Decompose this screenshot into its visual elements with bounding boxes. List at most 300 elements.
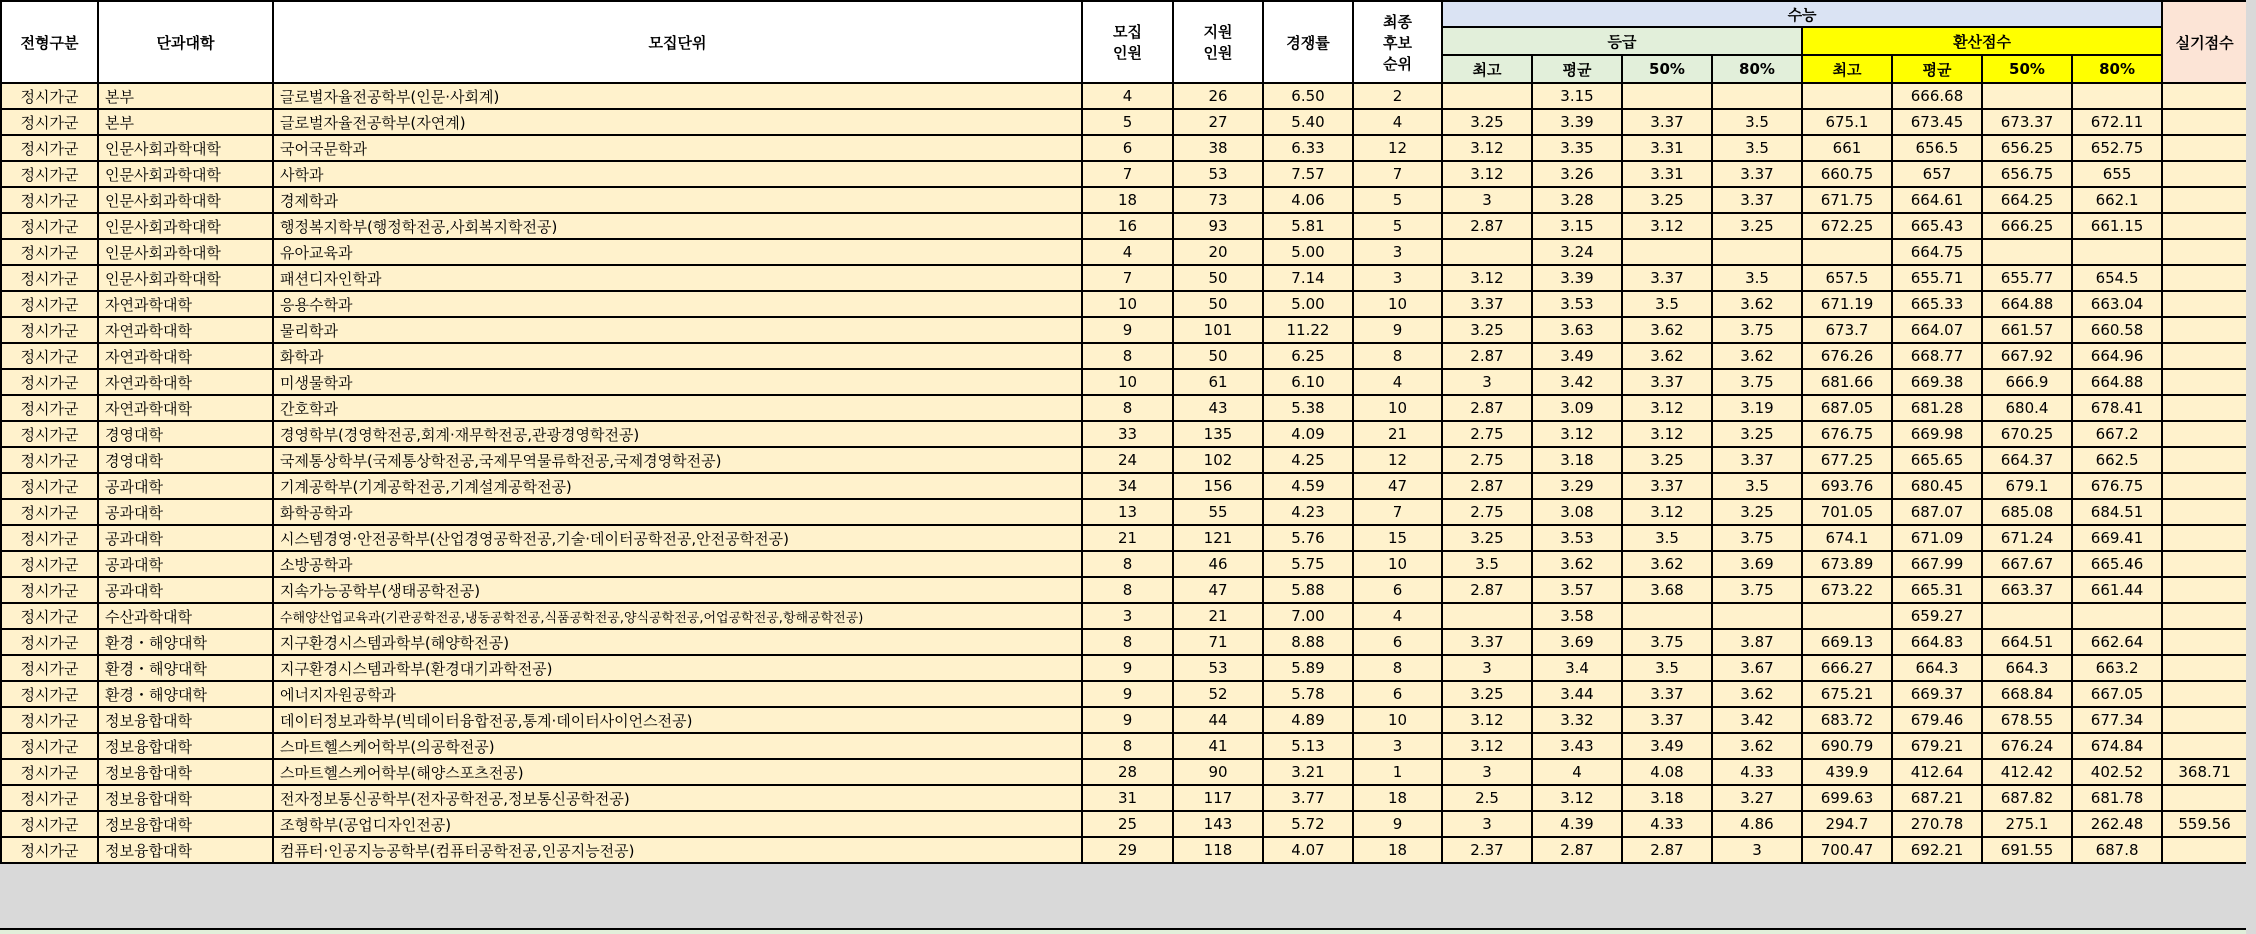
cell-ratio[interactable]: 6.25	[1263, 343, 1353, 369]
cell-grade-max[interactable]: 3.12	[1442, 265, 1532, 291]
cell-grade-50[interactable]	[1622, 603, 1712, 629]
cell-rank[interactable]: 47	[1353, 473, 1442, 499]
cell-score-50[interactable]: 656.25	[1982, 135, 2072, 161]
cell-quota[interactable]: 8	[1082, 551, 1173, 577]
cell-practical[interactable]	[2162, 551, 2247, 577]
cell-grade-50[interactable]: 4.33	[1622, 811, 1712, 837]
cell-unit[interactable]: 에너지자원공학과	[273, 681, 1082, 707]
cell-grade-80[interactable]: 3.19	[1712, 395, 1802, 421]
cell-grade-80[interactable]: 3	[1712, 837, 1802, 863]
cell-ratio[interactable]: 6.33	[1263, 135, 1353, 161]
cell-college[interactable]: 인문사회과학대학	[98, 187, 273, 213]
cell-score-avg[interactable]: 657	[1892, 161, 1982, 187]
cell-score-max[interactable]: 675.1	[1802, 109, 1892, 135]
cell-score-80[interactable]: 262.48	[2072, 811, 2162, 837]
cell-practical[interactable]: 559.56	[2162, 811, 2247, 837]
cell-unit[interactable]: 지구환경시스템과학부(환경대기과학전공)	[273, 655, 1082, 681]
cell-college[interactable]: 공과대학	[98, 551, 273, 577]
header-quota[interactable]	[1082, 1, 1173, 83]
cell-practical[interactable]	[2162, 655, 2247, 681]
cell-type[interactable]: 정시가군	[1, 551, 98, 577]
cell-grade-50[interactable]: 3.68	[1622, 577, 1712, 603]
cell-score-80[interactable]: 654.5	[2072, 265, 2162, 291]
header-suneung[interactable]: 수능	[1442, 1, 2162, 27]
cell-quota[interactable]: 25	[1082, 811, 1173, 837]
cell-grade-max[interactable]: 3.37	[1442, 629, 1532, 655]
cell-rank[interactable]: 7	[1353, 161, 1442, 187]
cell-score-50[interactable]: 412.42	[1982, 759, 2072, 785]
header-grade-avg[interactable]: 평균	[1532, 55, 1622, 83]
cell-grade-50[interactable]: 3.31	[1622, 161, 1712, 187]
cell-rank[interactable]: 8	[1353, 655, 1442, 681]
cell-score-80[interactable]: 661.15	[2072, 213, 2162, 239]
cell-applicants[interactable]: 90	[1173, 759, 1263, 785]
cell-grade-max[interactable]	[1442, 239, 1532, 265]
cell-grade-avg[interactable]: 2.87	[1532, 837, 1622, 863]
cell-grade-avg[interactable]: 3.08	[1532, 499, 1622, 525]
cell-score-80[interactable]: 667.05	[2072, 681, 2162, 707]
cell-unit[interactable]: 스마트헬스케어학부(해양스포츠전공)	[273, 759, 1082, 785]
cell-grade-max[interactable]: 3.12	[1442, 733, 1532, 759]
cell-score-80[interactable]: 663.2	[2072, 655, 2162, 681]
cell-ratio[interactable]: 8.88	[1263, 629, 1353, 655]
cell-unit[interactable]: 소방공학과	[273, 551, 1082, 577]
cell-college[interactable]: 자연과학대학	[98, 395, 273, 421]
cell-score-80[interactable]: 660.58	[2072, 317, 2162, 343]
cell-score-max[interactable]: 669.13	[1802, 629, 1892, 655]
cell-quota[interactable]: 7	[1082, 265, 1173, 291]
cell-score-max[interactable]: 439.9	[1802, 759, 1892, 785]
cell-type[interactable]: 정시가군	[1, 525, 98, 551]
cell-quota[interactable]: 34	[1082, 473, 1173, 499]
cell-practical[interactable]	[2162, 603, 2247, 629]
cell-score-max[interactable]	[1802, 603, 1892, 629]
cell-practical[interactable]	[2162, 343, 2247, 369]
cell-grade-50[interactable]: 4.08	[1622, 759, 1712, 785]
cell-grade-avg[interactable]: 3.28	[1532, 187, 1622, 213]
cell-rank[interactable]: 5	[1353, 187, 1442, 213]
cell-rank[interactable]: 12	[1353, 447, 1442, 473]
cell-score-80[interactable]: 652.75	[2072, 135, 2162, 161]
cell-score-avg[interactable]: 681.28	[1892, 395, 1982, 421]
cell-grade-max[interactable]: 2.87	[1442, 473, 1532, 499]
cell-score-avg[interactable]: 664.83	[1892, 629, 1982, 655]
header-score-group[interactable]: 환산점수	[1802, 27, 2162, 55]
header-practical[interactable]: 실기점수	[2162, 1, 2247, 83]
cell-quota[interactable]: 8	[1082, 395, 1173, 421]
cell-ratio[interactable]: 3.77	[1263, 785, 1353, 811]
cell-unit[interactable]: 컴퓨터·인공지능공학부(컴퓨터공학전공,인공지능전공)	[273, 837, 1082, 863]
cell-grade-avg[interactable]: 3.42	[1532, 369, 1622, 395]
cell-practical[interactable]	[2162, 707, 2247, 733]
cell-rank[interactable]: 10	[1353, 707, 1442, 733]
cell-score-max[interactable]: 690.79	[1802, 733, 1892, 759]
cell-grade-avg[interactable]: 3.12	[1532, 421, 1622, 447]
cell-grade-avg[interactable]: 3.49	[1532, 343, 1622, 369]
cell-ratio[interactable]: 5.81	[1263, 213, 1353, 239]
cell-rank[interactable]: 6	[1353, 681, 1442, 707]
cell-score-50[interactable]: 680.4	[1982, 395, 2072, 421]
cell-applicants[interactable]: 46	[1173, 551, 1263, 577]
cell-unit[interactable]: 경제학과	[273, 187, 1082, 213]
cell-applicants[interactable]: 53	[1173, 655, 1263, 681]
cell-applicants[interactable]: 61	[1173, 369, 1263, 395]
cell-type[interactable]: 정시가군	[1, 447, 98, 473]
header-applicants[interactable]	[1173, 1, 1263, 83]
cell-score-max[interactable]: 672.25	[1802, 213, 1892, 239]
cell-type[interactable]: 정시가군	[1, 473, 98, 499]
cell-grade-max[interactable]: 3.37	[1442, 291, 1532, 317]
cell-applicants[interactable]: 20	[1173, 239, 1263, 265]
cell-grade-max[interactable]: 2.5	[1442, 785, 1532, 811]
cell-score-50[interactable]: 678.55	[1982, 707, 2072, 733]
cell-score-avg[interactable]: 668.77	[1892, 343, 1982, 369]
cell-score-80[interactable]: 684.51	[2072, 499, 2162, 525]
cell-unit[interactable]: 화학공학과	[273, 499, 1082, 525]
cell-grade-50[interactable]: 3.5	[1622, 525, 1712, 551]
cell-ratio[interactable]: 5.75	[1263, 551, 1353, 577]
cell-quota[interactable]: 13	[1082, 499, 1173, 525]
cell-type[interactable]: 정시가군	[1, 109, 98, 135]
cell-college[interactable]: 환경・해양대학	[98, 655, 273, 681]
cell-grade-avg[interactable]: 3.4	[1532, 655, 1622, 681]
cell-type[interactable]: 정시가군	[1, 785, 98, 811]
cell-grade-50[interactable]: 3.25	[1622, 187, 1712, 213]
cell-grade-50[interactable]	[1622, 83, 1712, 109]
cell-unit[interactable]: 응용수학과	[273, 291, 1082, 317]
cell-score-max[interactable]: 673.89	[1802, 551, 1892, 577]
cell-ratio[interactable]: 5.00	[1263, 291, 1353, 317]
cell-ratio[interactable]: 5.00	[1263, 239, 1353, 265]
cell-grade-max[interactable]: 2.37	[1442, 837, 1532, 863]
cell-score-max[interactable]: 673.7	[1802, 317, 1892, 343]
cell-grade-50[interactable]: 3.75	[1622, 629, 1712, 655]
header-score-50[interactable]: 50%	[1982, 55, 2072, 83]
cell-quota[interactable]: 24	[1082, 447, 1173, 473]
cell-rank[interactable]: 4	[1353, 369, 1442, 395]
cell-applicants[interactable]: 156	[1173, 473, 1263, 499]
cell-applicants[interactable]: 71	[1173, 629, 1263, 655]
cell-score-max[interactable]: 661	[1802, 135, 1892, 161]
cell-unit[interactable]: 간호학과	[273, 395, 1082, 421]
cell-applicants[interactable]: 50	[1173, 291, 1263, 317]
cell-score-80[interactable]: 677.34	[2072, 707, 2162, 733]
cell-score-max[interactable]: 294.7	[1802, 811, 1892, 837]
cell-grade-avg[interactable]: 3.39	[1532, 109, 1622, 135]
cell-rank[interactable]: 15	[1353, 525, 1442, 551]
cell-applicants[interactable]: 38	[1173, 135, 1263, 161]
cell-unit[interactable]: 수해양산업교육과(기관공학전공,냉동공학전공,식품공학전공,양식공학전공,어업공학전공,항해공학전공)	[273, 603, 1082, 629]
cell-rank[interactable]: 10	[1353, 395, 1442, 421]
cell-unit[interactable]: 국제통상학부(국제통상학전공,국제무역물류학전공,국제경영학전공)	[273, 447, 1082, 473]
cell-score-max[interactable]: 681.66	[1802, 369, 1892, 395]
cell-grade-50[interactable]: 3.12	[1622, 499, 1712, 525]
cell-college[interactable]: 정보융합대학	[98, 707, 273, 733]
cell-applicants[interactable]: 50	[1173, 343, 1263, 369]
cell-grade-80[interactable]: 3.5	[1712, 135, 1802, 161]
cell-score-50[interactable]: 685.08	[1982, 499, 2072, 525]
cell-type[interactable]: 정시가군	[1, 421, 98, 447]
cell-grade-max[interactable]: 2.87	[1442, 213, 1532, 239]
cell-score-max[interactable]: 671.19	[1802, 291, 1892, 317]
cell-applicants[interactable]: 93	[1173, 213, 1263, 239]
cell-grade-max[interactable]: 2.75	[1442, 499, 1532, 525]
cell-score-50[interactable]: 656.75	[1982, 161, 2072, 187]
cell-grade-max[interactable]: 2.87	[1442, 395, 1532, 421]
cell-rank[interactable]: 2	[1353, 83, 1442, 109]
cell-practical[interactable]	[2162, 83, 2247, 109]
cell-score-50[interactable]: 661.57	[1982, 317, 2072, 343]
cell-score-50[interactable]: 663.37	[1982, 577, 2072, 603]
cell-score-max[interactable]: 699.63	[1802, 785, 1892, 811]
cell-score-80[interactable]: 662.1	[2072, 187, 2162, 213]
cell-type[interactable]: 정시가군	[1, 187, 98, 213]
cell-score-50[interactable]	[1982, 603, 2072, 629]
cell-score-avg[interactable]: 687.21	[1892, 785, 1982, 811]
cell-applicants[interactable]: 44	[1173, 707, 1263, 733]
cell-practical[interactable]	[2162, 135, 2247, 161]
cell-grade-50[interactable]: 3.62	[1622, 317, 1712, 343]
cell-college[interactable]: 자연과학대학	[98, 317, 273, 343]
cell-practical[interactable]	[2162, 291, 2247, 317]
cell-grade-max[interactable]	[1442, 83, 1532, 109]
cell-grade-avg[interactable]: 3.32	[1532, 707, 1622, 733]
cell-score-avg[interactable]: 679.21	[1892, 733, 1982, 759]
cell-quota[interactable]: 8	[1082, 733, 1173, 759]
cell-applicants[interactable]: 135	[1173, 421, 1263, 447]
cell-grade-avg[interactable]: 3.18	[1532, 447, 1622, 473]
header-score-80[interactable]: 80%	[2072, 55, 2162, 83]
cell-practical[interactable]: 368.71	[2162, 759, 2247, 785]
cell-grade-avg[interactable]: 3.53	[1532, 525, 1622, 551]
cell-unit[interactable]: 글로벌자율전공학부(자연계)	[273, 109, 1082, 135]
cell-practical[interactable]	[2162, 265, 2247, 291]
cell-college[interactable]: 정보융합대학	[98, 759, 273, 785]
cell-score-50[interactable]: 676.24	[1982, 733, 2072, 759]
cell-college[interactable]: 정보융합대학	[98, 837, 273, 863]
cell-applicants[interactable]: 21	[1173, 603, 1263, 629]
cell-score-avg[interactable]: 664.3	[1892, 655, 1982, 681]
cell-score-50[interactable]: 666.9	[1982, 369, 2072, 395]
cell-practical[interactable]	[2162, 317, 2247, 343]
cell-ratio[interactable]: 6.50	[1263, 83, 1353, 109]
cell-score-max[interactable]: 693.76	[1802, 473, 1892, 499]
cell-score-avg[interactable]: 680.45	[1892, 473, 1982, 499]
cell-practical[interactable]	[2162, 239, 2247, 265]
cell-grade-50[interactable]: 2.87	[1622, 837, 1712, 863]
cell-ratio[interactable]: 4.09	[1263, 421, 1353, 447]
cell-practical[interactable]	[2162, 447, 2247, 473]
cell-grade-avg[interactable]: 3.43	[1532, 733, 1622, 759]
header-type[interactable]: 전형구분	[1, 1, 98, 83]
cell-applicants[interactable]: 43	[1173, 395, 1263, 421]
cell-unit[interactable]: 패션디자인학과	[273, 265, 1082, 291]
cell-score-max[interactable]: 700.47	[1802, 837, 1892, 863]
cell-type[interactable]: 정시가군	[1, 811, 98, 837]
cell-ratio[interactable]: 4.25	[1263, 447, 1353, 473]
cell-score-max[interactable]	[1802, 83, 1892, 109]
cell-ratio[interactable]: 5.13	[1263, 733, 1353, 759]
cell-score-avg[interactable]: 667.99	[1892, 551, 1982, 577]
cell-grade-max[interactable]: 2.75	[1442, 447, 1532, 473]
cell-score-avg[interactable]: 692.21	[1892, 837, 1982, 863]
cell-quota[interactable]: 9	[1082, 317, 1173, 343]
cell-score-80[interactable]	[2072, 603, 2162, 629]
cell-score-50[interactable]: 666.25	[1982, 213, 2072, 239]
cell-college[interactable]: 본부	[98, 109, 273, 135]
cell-college[interactable]: 환경・해양대학	[98, 681, 273, 707]
cell-score-80[interactable]	[2072, 83, 2162, 109]
cell-ratio[interactable]: 7.00	[1263, 603, 1353, 629]
cell-practical[interactable]	[2162, 785, 2247, 811]
cell-type[interactable]: 정시가군	[1, 369, 98, 395]
cell-score-50[interactable]: 664.51	[1982, 629, 2072, 655]
cell-grade-50[interactable]: 3.62	[1622, 343, 1712, 369]
cell-type[interactable]: 정시가군	[1, 135, 98, 161]
cell-grade-50[interactable]: 3.12	[1622, 395, 1712, 421]
cell-type[interactable]: 정시가군	[1, 161, 98, 187]
header-grade-max[interactable]: 최고	[1442, 55, 1532, 83]
cell-practical[interactable]	[2162, 213, 2247, 239]
cell-score-50[interactable]: 664.3	[1982, 655, 2072, 681]
cell-grade-80[interactable]: 3.37	[1712, 161, 1802, 187]
cell-score-80[interactable]: 662.64	[2072, 629, 2162, 655]
cell-type[interactable]: 정시가군	[1, 83, 98, 109]
cell-applicants[interactable]: 118	[1173, 837, 1263, 863]
cell-score-max[interactable]: 666.27	[1802, 655, 1892, 681]
cell-score-50[interactable]: 668.84	[1982, 681, 2072, 707]
cell-unit[interactable]: 국어국문학과	[273, 135, 1082, 161]
cell-college[interactable]: 정보융합대학	[98, 785, 273, 811]
cell-score-avg[interactable]: 669.37	[1892, 681, 1982, 707]
cell-quota[interactable]: 16	[1082, 213, 1173, 239]
cell-grade-50[interactable]: 3.37	[1622, 681, 1712, 707]
cell-type[interactable]: 정시가군	[1, 655, 98, 681]
cell-grade-50[interactable]: 3.5	[1622, 291, 1712, 317]
cell-practical[interactable]	[2162, 629, 2247, 655]
cell-quota[interactable]: 8	[1082, 577, 1173, 603]
cell-score-avg[interactable]: 665.31	[1892, 577, 1982, 603]
cell-ratio[interactable]: 4.89	[1263, 707, 1353, 733]
cell-type[interactable]: 정시가군	[1, 837, 98, 863]
cell-ratio[interactable]: 11.22	[1263, 317, 1353, 343]
cell-college[interactable]: 본부	[98, 83, 273, 109]
cell-score-avg[interactable]: 656.5	[1892, 135, 1982, 161]
cell-grade-50[interactable]: 3.37	[1622, 473, 1712, 499]
cell-quota[interactable]: 31	[1082, 785, 1173, 811]
cell-rank[interactable]: 10	[1353, 551, 1442, 577]
cell-score-50[interactable]	[1982, 239, 2072, 265]
cell-grade-max[interactable]: 3	[1442, 369, 1532, 395]
cell-grade-avg[interactable]: 4	[1532, 759, 1622, 785]
header-unit[interactable]: 모집단위	[273, 1, 1082, 83]
cell-college[interactable]: 자연과학대학	[98, 343, 273, 369]
cell-applicants[interactable]: 143	[1173, 811, 1263, 837]
cell-quota[interactable]: 18	[1082, 187, 1173, 213]
cell-score-80[interactable]	[2072, 239, 2162, 265]
cell-grade-50[interactable]: 3.25	[1622, 447, 1712, 473]
cell-unit[interactable]: 조형학부(공업디자인전공)	[273, 811, 1082, 837]
cell-grade-80[interactable]	[1712, 83, 1802, 109]
cell-applicants[interactable]: 26	[1173, 83, 1263, 109]
cell-grade-80[interactable]: 3.27	[1712, 785, 1802, 811]
cell-score-80[interactable]: 664.88	[2072, 369, 2162, 395]
cell-score-max[interactable]: 701.05	[1802, 499, 1892, 525]
cell-practical[interactable]	[2162, 733, 2247, 759]
cell-grade-avg[interactable]: 3.15	[1532, 213, 1622, 239]
cell-score-avg[interactable]: 412.64	[1892, 759, 1982, 785]
cell-type[interactable]: 정시가군	[1, 291, 98, 317]
cell-applicants[interactable]: 41	[1173, 733, 1263, 759]
cell-ratio[interactable]: 3.21	[1263, 759, 1353, 785]
cell-type[interactable]: 정시가군	[1, 629, 98, 655]
cell-score-max[interactable]: 657.5	[1802, 265, 1892, 291]
cell-grade-80[interactable]: 3.25	[1712, 421, 1802, 447]
cell-score-50[interactable]: 670.25	[1982, 421, 2072, 447]
cell-score-avg[interactable]: 270.78	[1892, 811, 1982, 837]
cell-score-80[interactable]: 669.41	[2072, 525, 2162, 551]
cell-type[interactable]: 정시가군	[1, 499, 98, 525]
cell-score-80[interactable]: 674.84	[2072, 733, 2162, 759]
cell-grade-max[interactable]: 3.25	[1442, 109, 1532, 135]
cell-type[interactable]: 정시가군	[1, 577, 98, 603]
cell-college[interactable]: 정보융합대학	[98, 811, 273, 837]
cell-type[interactable]: 정시가군	[1, 733, 98, 759]
cell-unit[interactable]: 물리학과	[273, 317, 1082, 343]
cell-grade-80[interactable]	[1712, 603, 1802, 629]
cell-practical[interactable]	[2162, 187, 2247, 213]
cell-grade-50[interactable]	[1622, 239, 1712, 265]
cell-college[interactable]: 인문사회과학대학	[98, 161, 273, 187]
cell-practical[interactable]	[2162, 473, 2247, 499]
cell-rank[interactable]: 8	[1353, 343, 1442, 369]
cell-score-80[interactable]: 678.41	[2072, 395, 2162, 421]
cell-grade-avg[interactable]: 3.39	[1532, 265, 1622, 291]
cell-unit[interactable]: 전자정보통신공학부(전자공학전공,정보통신공학전공)	[273, 785, 1082, 811]
cell-grade-50[interactable]: 3.37	[1622, 707, 1712, 733]
cell-grade-50[interactable]: 3.12	[1622, 421, 1712, 447]
cell-applicants[interactable]: 50	[1173, 265, 1263, 291]
cell-score-80[interactable]: 681.78	[2072, 785, 2162, 811]
cell-type[interactable]: 정시가군	[1, 265, 98, 291]
cell-grade-max[interactable]: 3.5	[1442, 551, 1532, 577]
cell-grade-80[interactable]: 3.37	[1712, 447, 1802, 473]
cell-score-avg[interactable]: 664.61	[1892, 187, 1982, 213]
cell-quota[interactable]: 9	[1082, 655, 1173, 681]
cell-grade-80[interactable]: 3.75	[1712, 317, 1802, 343]
cell-college[interactable]: 인문사회과학대학	[98, 239, 273, 265]
cell-score-max[interactable]: 676.75	[1802, 421, 1892, 447]
cell-ratio[interactable]: 5.88	[1263, 577, 1353, 603]
cell-score-80[interactable]: 667.2	[2072, 421, 2162, 447]
cell-score-avg[interactable]: 655.71	[1892, 265, 1982, 291]
cell-practical[interactable]	[2162, 161, 2247, 187]
cell-practical[interactable]	[2162, 525, 2247, 551]
cell-practical[interactable]	[2162, 395, 2247, 421]
cell-grade-max[interactable]: 2.87	[1442, 577, 1532, 603]
cell-rank[interactable]: 1	[1353, 759, 1442, 785]
cell-unit[interactable]: 유아교육과	[273, 239, 1082, 265]
cell-score-50[interactable]: 275.1	[1982, 811, 2072, 837]
header-grade-80[interactable]: 80%	[1712, 55, 1802, 83]
cell-grade-80[interactable]: 3.69	[1712, 551, 1802, 577]
cell-score-max[interactable]: 673.22	[1802, 577, 1892, 603]
cell-rank[interactable]: 7	[1353, 499, 1442, 525]
cell-score-avg[interactable]: 664.75	[1892, 239, 1982, 265]
cell-rank[interactable]: 5	[1353, 213, 1442, 239]
cell-score-80[interactable]: 662.5	[2072, 447, 2162, 473]
cell-score-avg[interactable]: 665.33	[1892, 291, 1982, 317]
